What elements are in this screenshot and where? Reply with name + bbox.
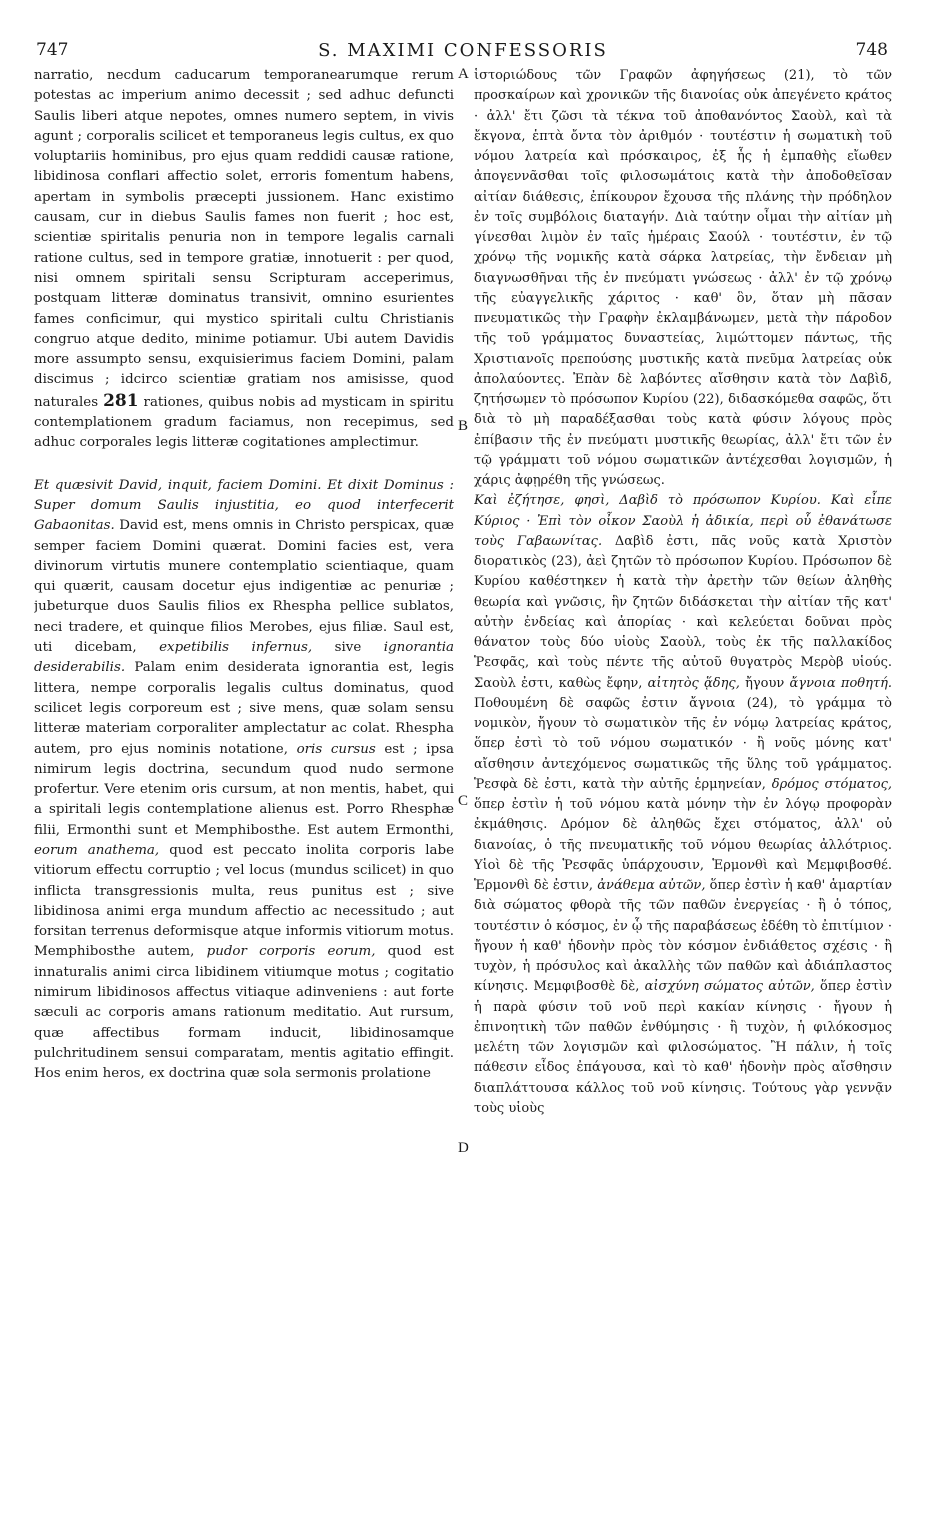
latin-lemma: Et quæsivit David, inquit, faciem Domini. Et dixit Dominus : Super domum Saulis injustitia, eo quod interfecerit Gabaonitas. — [34, 477, 454, 534]
margin-letter-c: C — [458, 793, 469, 809]
running-header — [0, 40, 926, 66]
greek-p2-text-c: Ποθουμένη δὲ σαφῶς ἐστιν ἄγνοια (24), τὸ γράμμα τὸ νομικὸν, ἤγουν τὸ σωματικὸν τῆς ἐν νόμῳ λατρείας κράτος, ὅπερ ἐστὶ τὸ τοῦ νόμου σωματικόν · ἢ νοῦς μόνης κατ' αἴσθησιν ἀντεχόμενος σωματικῶς τῆς ὕλης τοῦ γράμματος. Ῥεσφὰ δὲ ἐστι, κατὰ τὴν αὐτῆς ἑρμηνείαν, — [474, 695, 892, 792]
greek-p2-text-b: ἤγουν — [745, 675, 785, 691]
greek-p2-italic-5: αἰσχύνη σώματος αὐτῶν, — [644, 979, 815, 995]
page-number-left: 747 — [36, 40, 69, 60]
latin-column — [34, 66, 454, 1085]
greek-column — [474, 66, 892, 1119]
margin-letter-b: B — [458, 418, 469, 434]
greek-lemma: Καὶ ἐζήτησε, φησὶ, Δαβὶδ τὸ πρόσωπον Κυρίου. Καὶ εἶπε Κύριος · Ἐπὶ τὸν οἶκον Σαοὺλ ἡ ἀδικία, περὶ οὗ ἐθανάτωσε τοὺς Γαβαωνίτας. — [474, 493, 892, 549]
greek-p2-italic-1: αἰτητὸς ᾅδης, — [647, 675, 740, 691]
greek-p2-italic-2: ἄγνοια ποθητή. — [789, 675, 892, 691]
latin-p2-text-f: quod est innaturalis animi circa libidinem vitiumque motus ; cogitatio nimirum libidinosos affectus vitiaque adinveniens : aut forte sæculi ac corporis amans rationum meditatio. Aut rursum, quæ affectibus formam inducit, libidinosamque pulchritudinem sensui comparatam, mentis agitatio effingit. Hos enim heros, ex doctrina quæ sola sermonis prolatione — [34, 944, 454, 1082]
greek-p2-text-a: Δαβὶδ ἐστι, πᾶς νοῦς κατὰ Χριστὸν διορατικὸς (23), ἀεὶ ζητῶν τὸ πρόσωπον Κυρίου. Πρόσωπον δὲ Κυρίου καθέστηκεν ἡ κατὰ τὴν ἀρετὴν τῶν θείων ἀληθὴς θεωρία καὶ γνῶσις, ἣν ζητῶν διδάσκεται τὴν αἰτίαν τῆς κατ' αὐτὴν ἐνδείας καὶ ἀπορίας · καὶ κελεύεται δοῦναι πρὸς θάνατον τοὺς δύο υἱοὺς Σαοὺλ, τοὺς ἐκ τῆς παλλακίδος Ῥεσφᾶς, καὶ τοὺς πέντε τῆς αὐτοῦ θυγατρὸς Μερὸβ υἱούς. Σαοὺλ ἐστι, καθὼς ἔφην, — [474, 533, 892, 691]
greek-p2-italic-3: δρόμος στόματος, — [771, 776, 892, 792]
latin-p2-text-a: David est, mens omnis in Christo perspicax, quæ semper faciem Domini quærat. Domini facies est, vera divinorum virtutis munere contemplatio scientiaque, quam qui quærit, causam docetur ejus indigentiæ ac penuriæ ; jubeturque duos Saulis filios ex Rhespha pellice sublatos, neci tradere, et quinque filios Merobes, ejus filiæ. Saul est, uti dicebam, — [34, 518, 454, 656]
greek-p2-text-f: ὅπερ ἐστὶν ἡ παρὰ φύσιν τοῦ νοῦ περὶ κακίαν κίνησις · ἤγουν ἡ ἐπινοητικὴ τῶν παθῶν ἐνθύμησις · ἢ τυχὸν, ἡ φιλόκοσμος μελέτη τῶν λογισμῶν καὶ φιλοσώματος. Ἢ πάλιν, ἡ τοῖς πάθεσιν εἶδος ἐπάγουσα, καὶ τὸ καθ' ἡδονὴν πρὸς αἴσθησιν διαπλάττουσα κάλλος τοῦ νοῦ κίνησις. Τούτους γὰρ γεννᾷν τοὺς υἱοὺς — [474, 979, 892, 1116]
latin-p2-italic-2: ignorantia desiderabilis. — [34, 640, 454, 676]
latin-p2-italic-1: expetibilis infernus, — [159, 640, 313, 656]
greek-paragraph-2 — [474, 491, 892, 1119]
greek-p2-text-e: ὅπερ ἐστὶν ἡ καθ' ἁμαρτίαν διὰ σώματος φθορὰ τῆς τῶν παθῶν ἐνεργείας · ἢ ὁ τόπος, τουτέστιν ὁ κόσμος, ἐν ᾧ τῆς παραβάσεως ἐδέθη τὸ ἐπιτίμιον · ἤγουν ἡ καθ' ἡδονὴν πρὸς τὸν κόσμον ἐνδιάθετος σχέσις · ἢ τυχὸν, ἡ πρόσυλος καὶ ἀκαλλὴς τῶν παθῶν καὶ ἀδιάπλαστος κίνησις. Μεμφιβοσθὲ δὲ, — [474, 878, 892, 995]
latin-paragraph-2 — [34, 476, 454, 1085]
latin-p2-text-c: Palam enim desiderata ignorantia est, legis littera, nempe corporalis legalis cultus dominatus, quod scilicet legis corporeum est ; sive mens, quæ solam sensu litteræ materiam corporaliter amplectatur ac colat. Rhespha autem, pro ejus nominis notatione, — [34, 660, 454, 757]
running-title: S. MAXIMI CONFESSORIS — [318, 40, 608, 61]
latin-p2-italic-4: eorum anathema, — [34, 842, 160, 858]
greek-p2-italic-4: ἀνάθεμα αὐτῶν, — [597, 878, 706, 893]
latin-p2-text-e: quod est peccato inolita corporis labe vitiorum effectu corruptio ; vel locus (mundus scilicet) in quo inflicta transgressionis multa, reus punitus est ; sive libidinosa animi erga mundum affectio ac necessitudo ; aut forsitan terrenus deformisque atque informis vitiorum motus. Memphibosthe autem, — [34, 842, 454, 960]
latin-p2-italic-3: oris cursus — [296, 741, 376, 757]
latin-p1-text-b: rationes, quibus nobis ad mysticam in spiritu contemplationem gradum faciamus, non recepimus, sed adhuc corporales legis litteræ cogitationes amplectimur. — [34, 394, 454, 451]
margin-letter-a: A — [458, 66, 469, 82]
latin-paragraph-1 — [34, 66, 454, 454]
latin-p2-text-d: est ; ipsa nimirum legis doctrina, secundum quod nudo sermone profertur. Vere etenim oris cursum, at non mentis, habet, qui a spiritali legis contemplatione alienus est. Porro Rhesphæ filii, Ermonthi sunt et Memphibosthe. Est autem Ermonthi, — [34, 741, 454, 838]
column-number: 281 — [103, 390, 139, 411]
latin-p2-text-b: sive — [334, 640, 362, 656]
greek-p2-text-d: ὅπερ ἐστὶν ἡ τοῦ νόμου κατὰ μόνην τὴν ἐν λόγῳ προφορὰν ἐκμάθησις. Δρόμον δὲ ἀληθῶς ἔχει στόματος, ἀλλ' οὐ διανοίας, ὁ τῆς πνευματικῆς τοῦ νόμου θεωρίας ἀλλότριος. Υἱοὶ δὲ τῆς Ῥεσφᾶς ὑπάρχουσιν, Ἑρμονθὶ καὶ Μεμφιβοσθέ. Ἑρμονθὶ δὲ ἐστιν, — [474, 797, 892, 893]
latin-p2-italic-5: pudor corporis eorum, — [206, 944, 376, 960]
greek-paragraph-1: ἱστοριώδους τῶν Γραφῶν ἀφηγήσεως (21), τὸ τῶν προσκαίρων καὶ χρονικῶν τῆς διανοίας οὐκ ἀπεγένετο κράτος · ἀλλ' ἔτι ζῶσι τὰ τέκνα τοῦ ἀποθανόντος Σαοὺλ, καὶ τὰ ἔκγονα, ἑπτὰ ὄντα τὸν ἀριθμόν · τουτέστιν ἡ σωματικὴ τοῦ νόμου λατρεία καὶ πρόσκαιρος, ἐξ ἧς ἡ ἐμπαθὴς εἴωθεν ἀπογεννᾶσθαι τοῖς φιλοσωμάτοις κατὰ τὴν ἀποδοθεῖσαν αἰτίαν διάθεσις, ἐπίκουρον ἔχουσα τῆς πλάνης τὴν πρόδηλον ἐν τοῖς συμβόλοις διαταγήν. Διὰ ταύτην οἶμαι τὴν αἰτίαν μὴ γίνεσθαι λιμὸν ἐν ταῖς ἡμέραις Σαούλ · τουτέστιν, ἐν τῷ χρόνῳ τῆς νομικῆς κατὰ σάρκα λατρείας, τὴν ἔνδειαν μὴ διαγνωσθῆναι τῆς ἐν πνεύματι γνώσεως · ἀλλ' ἐν τῷ χρόνῳ τῆς εὐαγγελικῆς χάριτος · καθ' ὃν, ὅταν μὴ πᾶσαν πνευματικῶς τὴν Γραφὴν ἐκλαμβάνωμεν, μετὰ τὴν πάροδον τῆς τοῦ γράμματος δυναστείας, λιμώττομεν πάντως, τῆς Χριστιανοῖς πρεπούσης μυστικῆς κατὰ πνεῦμα λατρείας οὐκ ἀπολαύοντες. Ἐπὰν δὲ λαβόντες αἴσθησιν κατὰ τὸν Δαβὶδ, ζητήσωμεν τὸ πρόσωπον Κυρίου (22), διδασκόμεθα σαφῶς, ὅτι διὰ τὸ μὴ παραδέξασθαι τοὺς κατὰ φύσιν λόγους πρὸς ἐπίβασιν τῆς ἐν πνεύματι μυστικῆς θεωρίας, ἀλλ' ἔτι τῶν ἐν τῷ γράμματι τοῦ νόμου σωματικῶν ἀντέχεσθαι λογισμῶν, ἡ χάρις ἀφῃρέθη τῆς γνώσεως. — [474, 68, 892, 488]
page-number-right: 748 — [855, 40, 888, 60]
latin-p1-text-a: narratio, necdum caducarum temporanearumque rerum potestas ac imperium animo decessit ; sed adhuc defuncti Saulis liberi atque nepotes, omnes numero septem, in vivis agunt ; corporalis scilicet et temporaneus legis cultus, ex quo voluptariis hominibus, pro ejus quam reddidi causæ ratione, libidinosa conflari affectio solet, erroris fomentum habens, apertam in symbolis præcepti jussionem. Hanc existimo causam, cur in diebus Saulis fames non fuerit ; hoc est, scientiæ spiritalis penuria non in tempore legalis carnali ratione cultus, sed in tempore gratiæ, innotuerit : per quod, nisi omnem spiritali sensu Scripturam acceperimus, postquam litteræ dominatus transivit, omnino esurientes fames conficimur, qui mystico spiritali cultu Christianis congruo atque dedito, minime potiamur. Ubi autem Davidis more assumpto sensu, exquisierimus faciem Domini, palam discimus ; idcirco scientiæ gratiam nos amisisse, quod naturales — [34, 68, 454, 410]
margin-letter-d: D — [458, 1140, 469, 1156]
